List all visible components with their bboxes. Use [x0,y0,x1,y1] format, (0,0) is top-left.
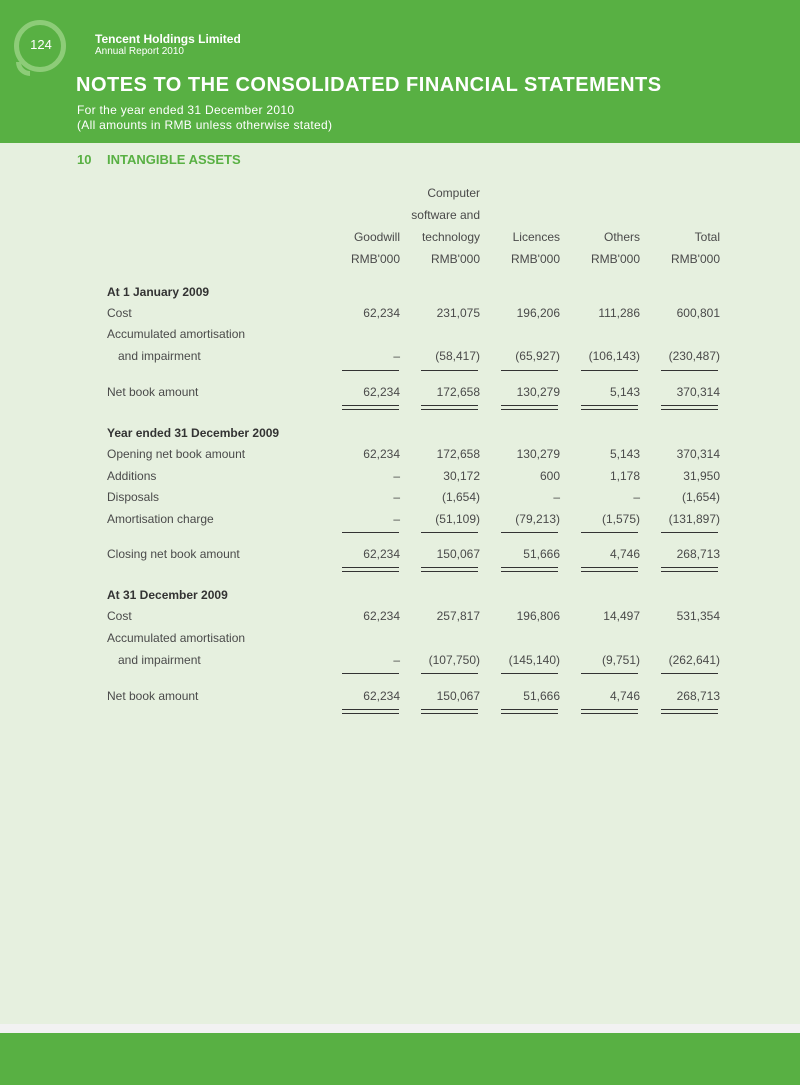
logo-tail-icon [16,62,30,76]
section-title: At 1 January 2009 [107,285,210,299]
unit-label: RMB'000 [431,252,480,266]
total-double-rule [581,405,638,410]
table-cell: (106,143) [588,349,640,363]
subtotal-rule [421,370,478,371]
table-row [0,306,800,322]
note-heading [77,152,241,167]
total-double-rule [581,709,638,714]
row-label: and impairment [118,349,201,363]
row-label: Disposals [107,490,160,504]
table-cell: 62,234 [363,547,400,561]
total-double-rule [421,709,478,714]
report-name: Annual Report 2010 [95,46,184,57]
row-label: Net book amount [107,689,199,703]
total-double-rule [501,709,558,714]
table-cell: 257,817 [436,609,480,623]
unit-label: RMB'000 [591,252,640,266]
table-cell: (51,109) [435,512,480,526]
section-heading [0,426,800,442]
row-label: Accumulated amortisation [107,327,246,341]
header-row-c [0,230,800,246]
unit-label: RMB'000 [671,252,720,266]
table-cell: 62,234 [363,447,400,461]
page-title: NOTES TO THE CONSOLIDATED FINANCIAL STATEMENTS [76,74,662,96]
table-cell: 14,497 [603,609,640,623]
table-cell: – [393,653,400,667]
note-number: 10 [77,152,92,167]
note-title: INTANGIBLE ASSETS [107,152,241,167]
table-row [0,349,800,365]
row-label: Cost [107,306,132,320]
row-label: Accumulated amortisation [107,631,246,645]
row-label: and impairment [118,653,201,667]
subtotal-rule [581,532,638,533]
subtotal-rule [342,370,399,371]
table-cell: 600,801 [676,306,720,320]
table-cell: 196,806 [516,609,560,623]
page-number: 124 [30,37,52,52]
company-name: Tencent Holdings Limited [95,32,241,46]
subtotal-rule [661,370,718,371]
section-heading [0,285,800,301]
total-double-rule [421,567,478,572]
table-cell: 62,234 [363,689,400,703]
total-double-rule [501,567,558,572]
col-header: Computer [427,186,480,200]
table-row [0,447,800,463]
footer-strip [0,1024,800,1033]
total-double-rule [501,405,558,410]
table-row [0,385,800,401]
section-title: At 31 December 2009 [107,588,228,602]
table-row [0,327,800,343]
table-cell: 150,067 [436,547,480,561]
table-cell: 4,746 [609,547,640,561]
table-cell: 51,666 [523,689,560,703]
table-cell: 62,234 [363,385,400,399]
total-double-rule [661,709,718,714]
subtotal-rule [501,532,558,533]
row-label: Net book amount [107,385,199,399]
table-cell: 600 [539,469,560,483]
period-subtitle: For the year ended 31 December 2010 [77,103,295,117]
col-header: Goodwill [353,230,400,244]
subtotal-rule [501,370,558,371]
total-double-rule [342,709,399,714]
row-label: Additions [107,469,157,483]
table-cell: 130,279 [516,447,560,461]
subtotal-rule [581,370,638,371]
row-label: Cost [107,609,132,623]
table-cell: 150,067 [436,689,480,703]
table-cell: 531,354 [676,609,720,623]
total-double-rule [661,567,718,572]
page-footer [0,1033,800,1085]
table-cell: 196,206 [516,306,560,320]
table-cell: 370,314 [676,385,720,399]
row-label: Closing net book amount [107,547,240,561]
table-cell: 370,314 [676,447,720,461]
table-cell: 51,666 [523,547,560,561]
table-row [0,469,800,485]
subtotal-rule [581,673,638,674]
table-cell: (65,927) [515,349,560,363]
table-cell: 30,172 [443,469,480,483]
table-cell: 172,658 [436,385,480,399]
table-cell: – [393,490,400,504]
table-row [0,490,800,506]
subtotal-rule [421,532,478,533]
total-double-rule [342,567,399,572]
table-cell: (131,897) [668,512,720,526]
table-cell: 62,234 [363,609,400,623]
table-cell: (262,641) [668,653,720,667]
table-cell: – [393,512,400,526]
header-row-a [0,186,800,202]
table-cell: 5,143 [609,385,640,399]
total-double-rule [421,405,478,410]
col-header: software and [411,208,480,222]
total-double-rule [581,567,638,572]
subtotal-rule [342,532,399,533]
col-header: Licences [512,230,560,244]
table-cell: (230,487) [668,349,720,363]
subtotal-rule [661,673,718,674]
subtotal-rule [421,673,478,674]
header-row-b [0,208,800,224]
table-cell: (107,750) [428,653,480,667]
table-cell: (79,213) [515,512,560,526]
table-cell: – [633,490,640,504]
table-cell: – [393,469,400,483]
table-cell: (58,417) [435,349,480,363]
table-row [0,689,800,705]
table-row [0,512,800,528]
currency-subtitle: (All amounts in RMB unless otherwise stated) [77,118,333,132]
col-header: Total [694,230,720,244]
table-cell: 130,279 [516,385,560,399]
table-row [0,631,800,647]
table-row [0,609,800,625]
table-cell: 62,234 [363,306,400,320]
table-cell: (1,654) [681,490,720,504]
table-cell: 1,178 [609,469,640,483]
units-row [0,252,800,268]
table-cell: 231,075 [436,306,480,320]
col-header: Others [603,230,640,244]
table-cell: 172,658 [436,447,480,461]
table-row [0,547,800,563]
table-cell: 4,746 [609,689,640,703]
unit-label: RMB'000 [511,252,560,266]
row-label: Opening net book amount [107,447,246,461]
table-row [0,653,800,669]
total-double-rule [661,405,718,410]
page-header [0,0,800,143]
section-title: Year ended 31 December 2009 [107,426,280,440]
table-cell: 5,143 [609,447,640,461]
col-header: technology [421,230,480,244]
table-cell: (9,751) [601,653,640,667]
row-label: Amortisation charge [107,512,214,526]
table-cell: 268,713 [676,689,720,703]
table-cell: 111,286 [598,306,640,320]
table-cell: (1,654) [441,490,480,504]
unit-label: RMB'000 [351,252,400,266]
subtotal-rule [342,673,399,674]
table-cell: 268,713 [676,547,720,561]
table-cell: – [553,490,560,504]
table-cell: (1,575) [601,512,640,526]
subtotal-rule [661,532,718,533]
table-cell: (145,140) [508,653,560,667]
subtotal-rule [501,673,558,674]
table-cell: – [393,349,400,363]
total-double-rule [342,405,399,410]
table-cell: 31,950 [683,469,720,483]
section-heading [0,588,800,604]
